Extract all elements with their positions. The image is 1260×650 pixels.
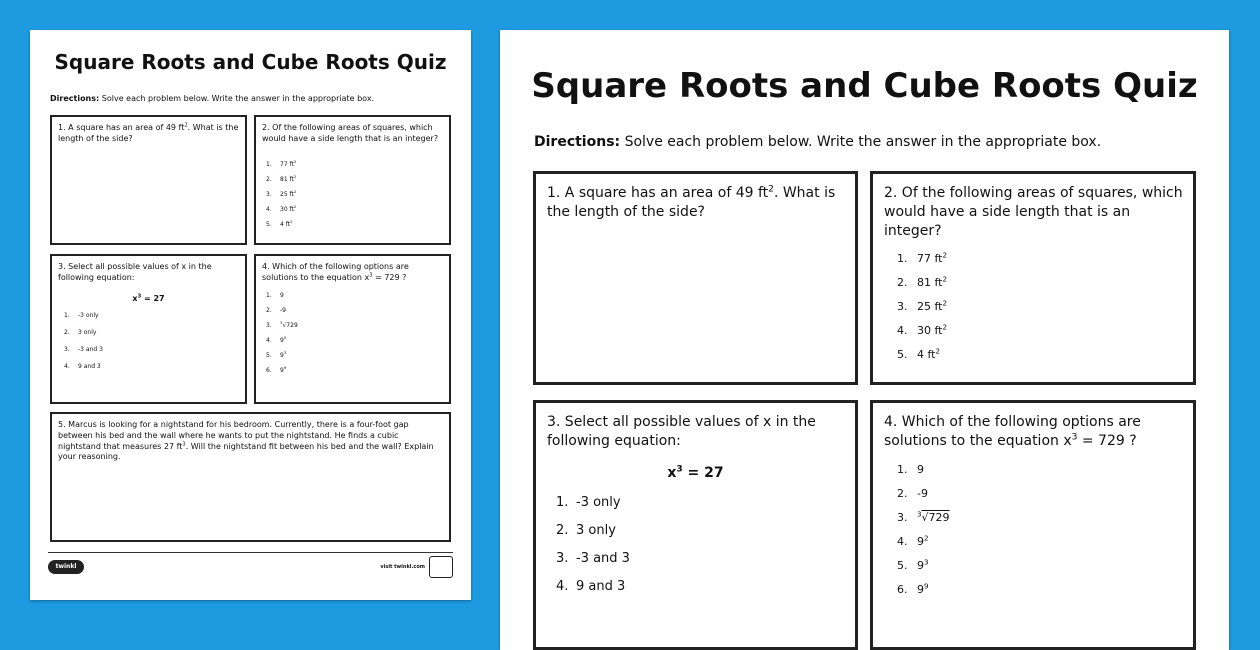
question-2-box bbox=[870, 171, 1196, 385]
option: 4. 9 and 3 bbox=[556, 579, 626, 594]
option: 4. 30 $ft^2$ bbox=[266, 204, 297, 213]
worksheet-title: Square Roots and Cube Roots Quiz bbox=[531, 66, 1198, 106]
question-3-box bbox=[50, 254, 247, 404]
option: 3. $^3$√729 bbox=[897, 509, 950, 524]
directions-label: Directions: bbox=[534, 134, 621, 150]
option: 4. 30 $ft^2$ bbox=[897, 322, 948, 337]
option: 1. -3 only bbox=[64, 312, 99, 319]
question-3-box bbox=[533, 400, 858, 650]
question-3-options bbox=[64, 312, 103, 380]
footer-url: visit twinkl.com bbox=[380, 564, 425, 570]
option: 3. -3 and 3 bbox=[556, 551, 630, 566]
option: 5. 4 $ft^2$ bbox=[266, 219, 293, 228]
option: 1. 9 bbox=[897, 463, 924, 476]
option: 2. -9 bbox=[897, 487, 928, 500]
option: 2. 3 only bbox=[64, 329, 97, 336]
option: 2. 3 only bbox=[556, 523, 616, 538]
option: 3. $^3$√729 bbox=[266, 320, 298, 329]
question-2-text: 2. Of the following areas of squares, which would have a side length that is an integer? bbox=[262, 123, 439, 143]
question-1-text: 1. A square has an area of 49 $ft^2$. What is the length of the side? bbox=[58, 122, 239, 143]
option: 5. $9^3$ bbox=[897, 557, 929, 572]
option: 1. -3 only bbox=[556, 495, 621, 510]
directions bbox=[50, 94, 374, 103]
option: 1. 77 $ft^2$ bbox=[897, 250, 948, 265]
option: 6. $9^9$ bbox=[897, 581, 929, 596]
question-3-options bbox=[556, 495, 630, 607]
question-4-options bbox=[897, 463, 950, 607]
worksheet-title: Square Roots and Cube Roots Quiz bbox=[54, 50, 447, 74]
option: 3. -3 and 3 bbox=[64, 346, 103, 353]
question-5-text: 5. Marcus is looking for a nightstand for his bedroom. Currently, there is a four-foot gap between his bed and the wall where he wants to put the nightstand. He finds a cubic nightstand that measures 27 $ft^3$. Will the nightstand fit between his bed and the wall? Explain your reasoning. bbox=[58, 420, 434, 462]
question-2-box bbox=[254, 115, 451, 245]
option: 5. 4 $ft^2$ bbox=[897, 346, 941, 361]
question-1-box bbox=[533, 171, 858, 385]
question-4-options bbox=[266, 292, 298, 382]
option: 2. 81 $ft^2$ bbox=[266, 174, 297, 183]
worksheet-preview-large bbox=[500, 30, 1229, 650]
footer-divider bbox=[48, 552, 453, 553]
question-3-equation: $x^3 = 27$ bbox=[667, 464, 724, 481]
directions-text: Solve each problem below. Write the answer in the appropriate box. bbox=[99, 94, 375, 103]
option: 3. 25 $ft^2$ bbox=[266, 189, 297, 198]
twinkl-logo: twinkl bbox=[48, 560, 84, 574]
directions bbox=[534, 134, 1101, 150]
option: 2. -9 bbox=[266, 307, 286, 314]
option: 5. $9^3$ bbox=[266, 350, 287, 359]
question-1-text: 1. A square has an area of 49 $ft^2$. What is the length of the side? bbox=[547, 184, 836, 220]
option: 4. $9^2$ bbox=[266, 335, 287, 344]
option: 1. 77 $ft^2$ bbox=[266, 159, 297, 168]
question-3-text: 3. Select all possible values of x in the following equation: bbox=[547, 414, 816, 449]
directions-text: Solve each problem below. Write the answer in the appropriate box. bbox=[620, 134, 1102, 150]
worksheet-preview-small bbox=[30, 30, 471, 600]
option: 4. $9^2$ bbox=[897, 533, 929, 548]
option: 4. 9 and 3 bbox=[64, 363, 101, 370]
option: 2. 81 $ft^2$ bbox=[897, 274, 948, 289]
badge-icon bbox=[429, 556, 453, 578]
question-1-box bbox=[50, 115, 247, 245]
directions-label: Directions: bbox=[50, 94, 100, 103]
question-4-box bbox=[870, 400, 1196, 650]
question-5-box bbox=[50, 412, 451, 542]
question-3-equation: $x^3 = 27$ bbox=[132, 293, 165, 303]
question-3-text: 3. Select all possible values of x in the following equation: bbox=[58, 262, 212, 282]
option: 3. 25 $ft^2$ bbox=[897, 298, 948, 313]
question-2-options bbox=[266, 161, 296, 236]
question-4-text: 4. Which of the following options are solutions to the equation $x^3 = 729$ ? bbox=[884, 414, 1141, 449]
question-4-text: 4. Which of the following options are solutions to the equation $x^3 = 729$ ? bbox=[262, 262, 409, 282]
option: 6. $9^9$ bbox=[266, 365, 287, 374]
question-2-options bbox=[897, 252, 947, 372]
option: 1. 9 bbox=[266, 292, 284, 299]
question-2-text: 2. Of the following areas of squares, which would have a side length that is an integer? bbox=[884, 185, 1183, 239]
question-4-box bbox=[254, 254, 451, 404]
